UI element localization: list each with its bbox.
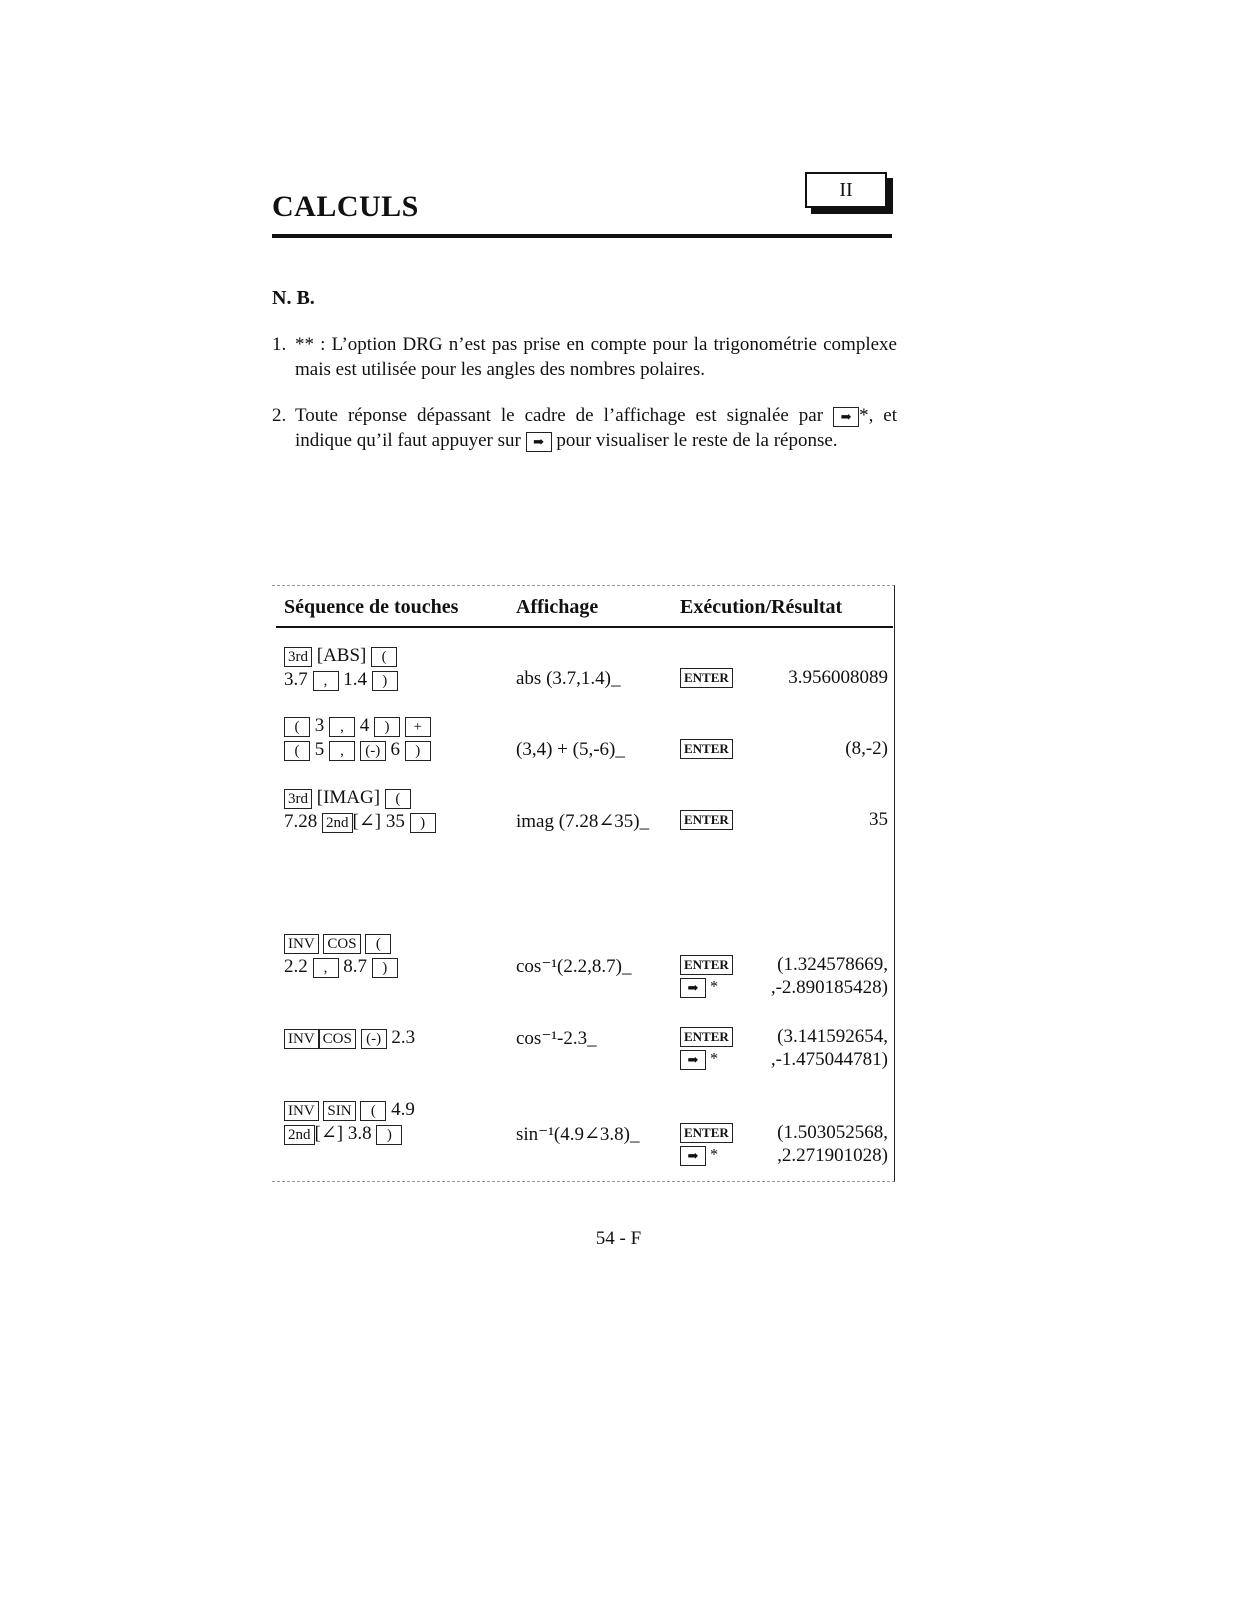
- result-line-2: ,-2.890185428): [770, 977, 888, 998]
- key-close-paren: ): [405, 741, 431, 761]
- title-rule: [272, 234, 892, 238]
- key-close-paren: ): [410, 813, 436, 833]
- key-3rd: 3rd: [284, 789, 312, 809]
- key-3rd: 3rd: [284, 647, 312, 667]
- key-close-paren: ): [372, 958, 398, 978]
- key-comma: ,: [329, 741, 355, 761]
- key-value: 4: [359, 715, 370, 736]
- key-value: 2.3: [391, 1027, 416, 1048]
- key-comma: ,: [313, 958, 339, 978]
- key-2nd: 2nd: [284, 1125, 315, 1145]
- nb-heading: N. B.: [272, 287, 315, 309]
- result-text: 35: [869, 809, 888, 830]
- chapter-badge: II: [805, 172, 887, 208]
- key-label: [IMAG]: [316, 787, 381, 808]
- display-text: cos⁻¹-2.3_: [516, 1028, 597, 1049]
- continuation-star: *: [710, 1050, 718, 1068]
- key-sequence: [284, 786, 436, 834]
- key-value: 3: [314, 715, 325, 736]
- key-sequence-table: [272, 585, 895, 1182]
- enter-key: ENTER: [680, 1027, 733, 1047]
- display-text: abs (3.7,1.4)_: [516, 668, 621, 689]
- arrow-key-icon: ➡: [680, 1050, 706, 1070]
- note-number: 2.: [272, 405, 287, 426]
- key-comma: ,: [329, 717, 355, 737]
- display-text: cos⁻¹(2.2,8.7)_: [516, 956, 632, 977]
- key-label: [∠]: [352, 811, 382, 832]
- key-label: [∠]: [314, 1123, 344, 1144]
- key-label: [ABS]: [316, 645, 367, 666]
- enter-key: ENTER: [680, 668, 733, 688]
- col-header-display: Affichage: [516, 596, 599, 618]
- key-sin: SIN: [323, 1101, 355, 1121]
- result-text: [771, 1025, 888, 1071]
- note-text: [295, 403, 897, 453]
- key-cos: COS: [323, 934, 360, 954]
- result-line-2: ,-1.475044781): [770, 1049, 888, 1070]
- key-plus: +: [405, 717, 431, 737]
- note-number: 1.: [272, 334, 287, 355]
- result-line-1: (3.141592654,: [777, 1026, 888, 1047]
- result-text: [771, 953, 888, 999]
- key-negative: (-): [360, 741, 386, 761]
- key-inv: INV: [284, 934, 319, 954]
- key-close-paren: ): [376, 1125, 402, 1145]
- key-open-paren: (: [284, 741, 310, 761]
- note-2: [272, 403, 897, 453]
- key-value: 5: [314, 739, 325, 760]
- key-sequence: [284, 931, 398, 979]
- display-text: imag (7.28∠35)_: [516, 811, 650, 832]
- result-text: [777, 1121, 888, 1167]
- result-line-1: (1.503052568,: [777, 1122, 888, 1143]
- col-header-result: Exécution/Résultat: [680, 596, 843, 618]
- note-1: [272, 332, 897, 382]
- key-value: 4.9: [391, 1099, 415, 1120]
- arrow-key-icon: ➡: [833, 407, 859, 427]
- key-sequence: [284, 1098, 415, 1146]
- page-title: CALCULS: [272, 190, 419, 223]
- key-value: 3.8: [347, 1123, 372, 1144]
- display-text: sin⁻¹(4.9∠3.8)_: [516, 1124, 640, 1145]
- page-number: 54 - F: [595, 1228, 642, 1249]
- key-value: 2.2: [284, 956, 308, 977]
- arrow-key-icon: ➡: [680, 978, 706, 998]
- note-text-b: *, et indique qu’il faut appuyer sur: [295, 405, 898, 451]
- result-text: 3.956008089: [788, 667, 888, 688]
- key-sequence: [284, 714, 431, 762]
- key-value: 35: [385, 811, 405, 832]
- continuation-star: *: [710, 978, 718, 996]
- key-value: 6: [390, 739, 400, 760]
- key-close-paren: ): [374, 717, 400, 737]
- result-line-1: (1.324578669,: [777, 954, 888, 975]
- key-open-paren: (: [365, 934, 391, 954]
- result-text: (8,-2): [845, 738, 888, 759]
- key-cos: COS: [319, 1029, 356, 1049]
- note-text-c: pour visualiser le reste de la réponse.: [556, 430, 838, 451]
- enter-key: ENTER: [680, 1123, 733, 1143]
- key-comma: ,: [313, 671, 339, 691]
- key-value: 3.7: [284, 669, 308, 690]
- key-negative: (-): [361, 1029, 387, 1049]
- key-open-paren: (: [360, 1101, 386, 1121]
- header-rule: [276, 626, 893, 628]
- note-text-a: Toute réponse dépassant le cadre de l’affichage est signalée par: [295, 405, 824, 426]
- key-open-paren: (: [284, 717, 310, 737]
- arrow-key-icon: ➡: [526, 432, 552, 452]
- enter-key: ENTER: [680, 739, 733, 759]
- continuation-star: *: [710, 1146, 718, 1164]
- enter-key: ENTER: [680, 810, 733, 830]
- key-inv: INV: [284, 1029, 319, 1049]
- key-sequence: [284, 1026, 415, 1050]
- key-2nd: 2nd: [322, 813, 353, 833]
- col-header-sequence: Séquence de touches: [284, 596, 459, 618]
- key-open-paren: (: [371, 647, 397, 667]
- result-line-2: ,2.271901028): [777, 1145, 888, 1166]
- display-text: (3,4) + (5,-6)_: [516, 739, 625, 760]
- key-inv: INV: [284, 1101, 319, 1121]
- key-sequence: [284, 644, 398, 692]
- key-open-paren: (: [385, 789, 411, 809]
- key-value: 7.28: [284, 811, 318, 832]
- note-text: ** : L’option DRG n’est pas prise en compte pour la trigonométrie complexe mais est utilisée pour les angles des nombres polaires.: [295, 334, 897, 380]
- arrow-key-icon: ➡: [680, 1146, 706, 1166]
- key-close-paren: ): [372, 671, 398, 691]
- key-value: 1.4: [343, 669, 367, 690]
- key-value: 8.7: [343, 956, 367, 977]
- enter-key: ENTER: [680, 955, 733, 975]
